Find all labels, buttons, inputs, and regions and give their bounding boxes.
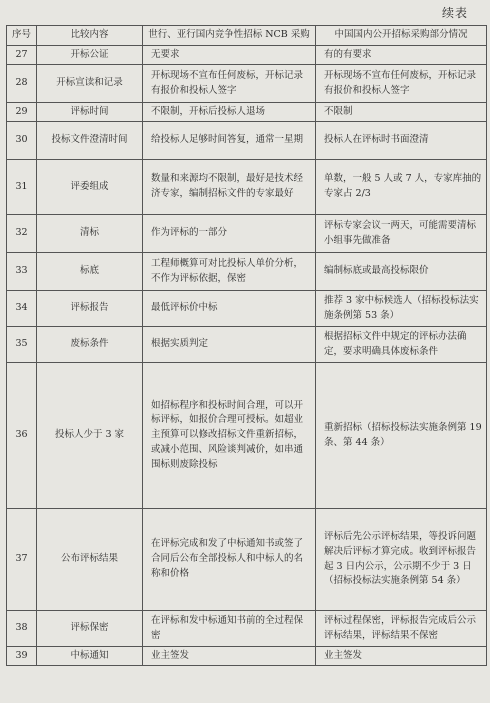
table-cell: 根据实质判定 [143, 327, 316, 363]
table-cell: 39 [7, 647, 37, 666]
table-cell: 31 [7, 160, 37, 215]
table-cell: 开标现场不宣布任何废标，开标记录有报价和投标人签字 [143, 65, 316, 103]
table-cell: 28 [7, 65, 37, 103]
table-row [7, 160, 487, 215]
table-cell: 在评标和发中标通知书前的全过程保密 [143, 611, 316, 647]
table-cell: 给投标人足够时间答复，通常一星期 [143, 122, 316, 160]
table-cell: 推荐 3 家中标候选人（招标投标法实施条例第 53 条） [316, 291, 487, 327]
table-cell: 作为评标的一部分 [143, 215, 316, 253]
table-cell: 34 [7, 291, 37, 327]
comparison-table [6, 25, 487, 666]
table-cell: 清标 [37, 215, 143, 253]
table-cell: 不限制 [316, 103, 487, 122]
table-cell: 无要求 [143, 46, 316, 65]
table-row [7, 291, 487, 327]
table-cell: 中标通知 [37, 647, 143, 666]
table-cell: 投标人少于 3 家 [37, 363, 143, 509]
table-row [7, 46, 487, 65]
table-cell: 不限制，开标后投标人退场 [143, 103, 316, 122]
header-cell-index: 序号 [7, 26, 37, 46]
table-cell: 业主签发 [143, 647, 316, 666]
table-cell: 公布评标结果 [37, 509, 143, 611]
table-cell: 36 [7, 363, 37, 509]
table-row [7, 647, 487, 666]
header-cell-item: 比较内容 [37, 26, 143, 46]
table-cell: 最低评标价中标 [143, 291, 316, 327]
table-row [7, 103, 487, 122]
table-cell: 单数，一般 5 人或 7 人，专家库抽的专家占 2/3 [316, 160, 487, 215]
table-cell: 评标报告 [37, 291, 143, 327]
table-cell: 编制标底或最高投标限价 [316, 253, 487, 291]
table-cell: 业主签发 [316, 647, 487, 666]
table-cell: 评委组成 [37, 160, 143, 215]
table-cell: 有的有要求 [316, 46, 487, 65]
table-cell: 重新招标（招标投标法实施条例第 19 条、第 44 条） [316, 363, 487, 509]
table-row [7, 65, 487, 103]
table-row [7, 363, 487, 509]
table-cell: 在评标完成和发了中标通知书或签了合同后公布全部投标人和中标人的名称和价格 [143, 509, 316, 611]
header-cell-china: 中国国内公开招标采购部分情况 [316, 26, 487, 46]
table-cell: 数量和来源均不限制，最好是技术经济专家，编制招标文件的专家最好 [143, 160, 316, 215]
header-row [7, 26, 487, 46]
table-cell: 评标保密 [37, 611, 143, 647]
table-cell: 开标宣读和记录 [37, 65, 143, 103]
table-row [7, 509, 487, 611]
table-cell: 38 [7, 611, 37, 647]
table-cell: 标底 [37, 253, 143, 291]
table-cell: 投标文件澄清时间 [37, 122, 143, 160]
table-cell: 33 [7, 253, 37, 291]
table-cell: 工程师概算可对比投标人单价分析，不作为评标依据，保密 [143, 253, 316, 291]
header-cell-ncb: 世行、亚行国内竞争性招标 NCB 采购 [143, 26, 316, 46]
table-row [7, 253, 487, 291]
table-cell: 开标公证 [37, 46, 143, 65]
table-cell: 32 [7, 215, 37, 253]
table-cell: 如招标程序和投标时间合理，可以开标评标，如报价合理可授标。如超业主预算可以修改招标文件重新招标，或减小范围、风险谈判减价，如串通围标则废除投标 [143, 363, 316, 509]
table-row [7, 215, 487, 253]
table-cell: 27 [7, 46, 37, 65]
table-cell: 根据招标文件中规定的评标办法确定，要求明确具体废标条件 [316, 327, 487, 363]
table-cell: 评标专家会议一两天，可能需要清标小组事先做准备 [316, 215, 487, 253]
table-cell: 评标后先公示评标结果，等投诉问题解决后评标才算完成。收到评标报告起 3 日内公示，公示期不少于 3 日（招标投标法实施条例第 54 条） [316, 509, 487, 611]
table-cell: 30 [7, 122, 37, 160]
table-cell: 35 [7, 327, 37, 363]
table-cell: 29 [7, 103, 37, 122]
table-cell: 废标条件 [37, 327, 143, 363]
table-cell: 评标过程保密，评标报告完成后公示评标结果，评标结果不保密 [316, 611, 487, 647]
table-cell: 投标人在评标时书面澄清 [316, 122, 487, 160]
table-cell: 评标时间 [37, 103, 143, 122]
continued-label: 续表 [441, 6, 468, 20]
table-row [7, 122, 487, 160]
table-cell: 37 [7, 509, 37, 611]
table-row [7, 611, 487, 647]
table-row [7, 327, 487, 363]
table-cell: 开标现场不宣布任何废标，开标记录有报价和投标人签字 [316, 65, 487, 103]
